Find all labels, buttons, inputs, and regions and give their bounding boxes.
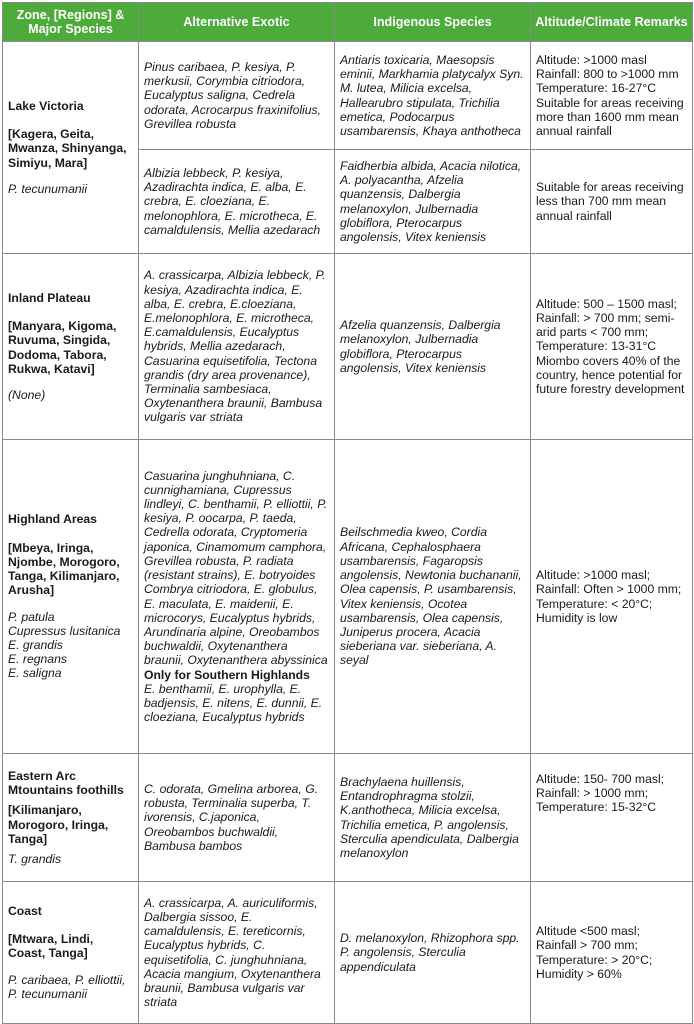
exotic-cell (139, 440, 335, 754)
zone-cell-inland-plateau (3, 254, 139, 440)
indigenous-cell: Afzelia quanzensis, Dalbergia melanoxylon, Julbernadia globiflora, Pterocarpus angolensis, Vitex keniensis (335, 254, 531, 440)
table-row (3, 440, 693, 754)
zone-regions: [Manyara, Kigoma, Ruvuma, Singida, Dodoma, Tabora, Rukwa, Katavi] (8, 319, 117, 376)
table-row (3, 42, 693, 150)
exotic-cell: C. odorata, Gmelina arborea, G. robusta, Terminalia superba, T. ivorensis, C.japonica, Oreobambos buchwaldii, Bambusa bambos (139, 754, 335, 882)
indigenous-cell: D. melanoxylon, Rhizophora spp. P. angolensis, Sterculia appendiculata (335, 882, 531, 1024)
exotic-cell: A. crassicarpa, A. auriculiformis, Dalbergia sissoo, E. camaldulensis, E. tereticornis, Eucalyptus hybrids, C. equisetifolia, C. junghuhniana, Acacia mangium, Oxytenanthera braunii, Bambusa vulgaris var striata (139, 882, 335, 1024)
exotic-extra-text: E. benthamii, E. urophylla, E. badjensis, E. nitens, E. dunnii, E. cloeziana, Eucalyptus hybrids (144, 681, 323, 725)
zone-species: P. caribaea, P. elliottii, P. tecunumanii (8, 972, 126, 1001)
remarks-cell: Altitude: >1000 masl Rainfall: 800 to >1000 mm Temperature: 16-27°C Suitable for areas receiving more than 1600 mm mean annual rainfall (531, 42, 693, 150)
zone-species: T. grandis (8, 851, 62, 866)
zone-species: P. patula Cupressus lusitanica E. grandis E. regnans E. saligna (8, 609, 121, 681)
zone-cell-highland-areas (3, 440, 139, 754)
zone-species: (None) (8, 387, 46, 402)
species-table (2, 2, 693, 1024)
table-row (3, 754, 693, 882)
table-row (3, 882, 693, 1024)
zone-name: Coast (8, 903, 42, 918)
exotic-cell: A. crassicarpa, Albizia lebbeck, P. kesiya, Azadirachta indica, E. alba, E. crebra, E.cloeziana, E.melonophlora, E. microtheca, E.camaldulensis, Eucalyptus hybrids, Mellia azedarach, Casuarina equisetifolia, Tectona grandis (dry area provenance), Terminalia sambesiaca, Oxytenanthera braunii, Bambusa vulgaris var striata (139, 254, 335, 440)
remarks-cell: Altitude: 500 – 1500 masl; Rainfall: > 700 mm; semi-arid parts < 700 mm; Temperature: 13-31°C Miombo covers 40% of the country, hence potential for future forestry development (531, 254, 693, 440)
remarks-cell: Altitude: 150- 700 masl; Rainfall: > 1000 mm; Temperature: 15-32°C (531, 754, 693, 882)
zone-cell-coast (3, 882, 139, 1024)
zone-name: Lake Victoria (8, 98, 84, 113)
zone-name: Highland Areas (8, 512, 97, 527)
zone-cell-lake-victoria (3, 42, 139, 254)
header-exotic: Alternative Exotic (139, 3, 335, 42)
zone-regions: [Mtwara, Lindi, Coast, Tanga] (8, 932, 94, 961)
indigenous-cell: Beilschmedia kweo, Cordia Africana, Cephalosphaera usambarensis, Fagaropsis angolensis, Newtonia buchananii, Olea capensis, P. usambarensis, Vitex keniensis, Ocotea usambarensis, Olea capensis, Juniperus procera, Acacia sieberiana var. sieberiana, A. seyal (335, 440, 531, 754)
remarks-cell: Altitude <500 masl; Rainfall > 700 mm; Temperature: > 20°C; Humidity > 60% (531, 882, 693, 1024)
exotic-text: Casuarina junghuhniana, C. cunnighamiana, Cupressus lindleyi, C. benthamii, P. elliottii, P. kesiya, P. oocarpa, P. taeda, Cedrella odorata, Cryptomeria japonica, Cinamomum camphora, Grevillea robusta, P. radiata (resistant strains), E. botryoides Combrya citriodora, E. globulus, E. maculata, E. maidenii, E. microcorys, Eucalyptus hybrids, Arundinaria alpine, Oreobambos buchwaldii, Oxytenanthera braunii, Oxytenanthera abyssinica (144, 468, 328, 668)
zone-name: Inland Plateau (8, 290, 91, 305)
header-remarks: Altitude/Climate Remarks (531, 3, 693, 42)
indigenous-cell: Antiaris toxicaria, Maesopsis eminii, Markhamia platycalyx Syn. M. lutea, Milicia excelsa, Hallearubro stipulata, Trichilia emetica, Podocarpus usambarensis, Khaya anthotheca (335, 42, 531, 150)
zone-regions: [Mbeya, Iringa, Njombe, Morogoro, Tanga, Kilimanjaro, Arusha] (8, 540, 120, 598)
header-zone: Zone, [Regions] & Major Species (3, 3, 139, 42)
indigenous-cell: Brachylaena huillensis, Entandrophragma stolzii, K.anthotheca, Milicia excelsa, Trichilia emetica, P. angolensis, Sterculia apendiculata, Dalbergia melanoxylon (335, 754, 531, 882)
zone-cell-eastern-arc (3, 754, 139, 882)
exotic-subheading: Only for Southern Highlands (144, 667, 310, 682)
exotic-cell: Albizia lebbeck, P. kesiya, Azadirachta indica, E. alba, E. crebra, E. cloeziana, E. melonophlora, E. microtheca, E. camaldulensis, Mellia azedarach (139, 150, 335, 254)
zone-name: Eastern Arc Mtountains foothills (8, 768, 124, 798)
zone-species: P. tecunumanii (8, 181, 88, 196)
exotic-cell: Pinus caribaea, P. kesiya, P. merkusii, Corymbia citriodora, Eucalyptus saligna, Cedrela odorata, Acrocarpus fraxinifolius, Grevillea robusta (139, 42, 335, 150)
indigenous-cell: Faidherbia albida, Acacia nilotica, A. polyacantha, Afzelia quanzensis, Dalbergia melanoxylon, Julbernadia globiflora, Pterocarpus angolensis, Vitex keniensis (335, 150, 531, 254)
zone-regions: [Kagera, Geita, Mwanza, Shinyanga, Simiyu, Mara] (8, 127, 127, 170)
header-row (3, 3, 693, 42)
zone-regions: [Kilimanjaro, Morogoro, Iringa, Tanga] (8, 803, 109, 846)
table-row (3, 254, 693, 440)
remarks-cell: Altitude: >1000 masl; Rainfall: Often > 1000 mm; Temperature: < 20°C; Humidity is low (531, 440, 693, 754)
header-indigenous: Indigenous Species (335, 3, 531, 42)
remarks-cell: Suitable for areas receiving less than 700 mm mean annual rainfall (531, 150, 693, 254)
